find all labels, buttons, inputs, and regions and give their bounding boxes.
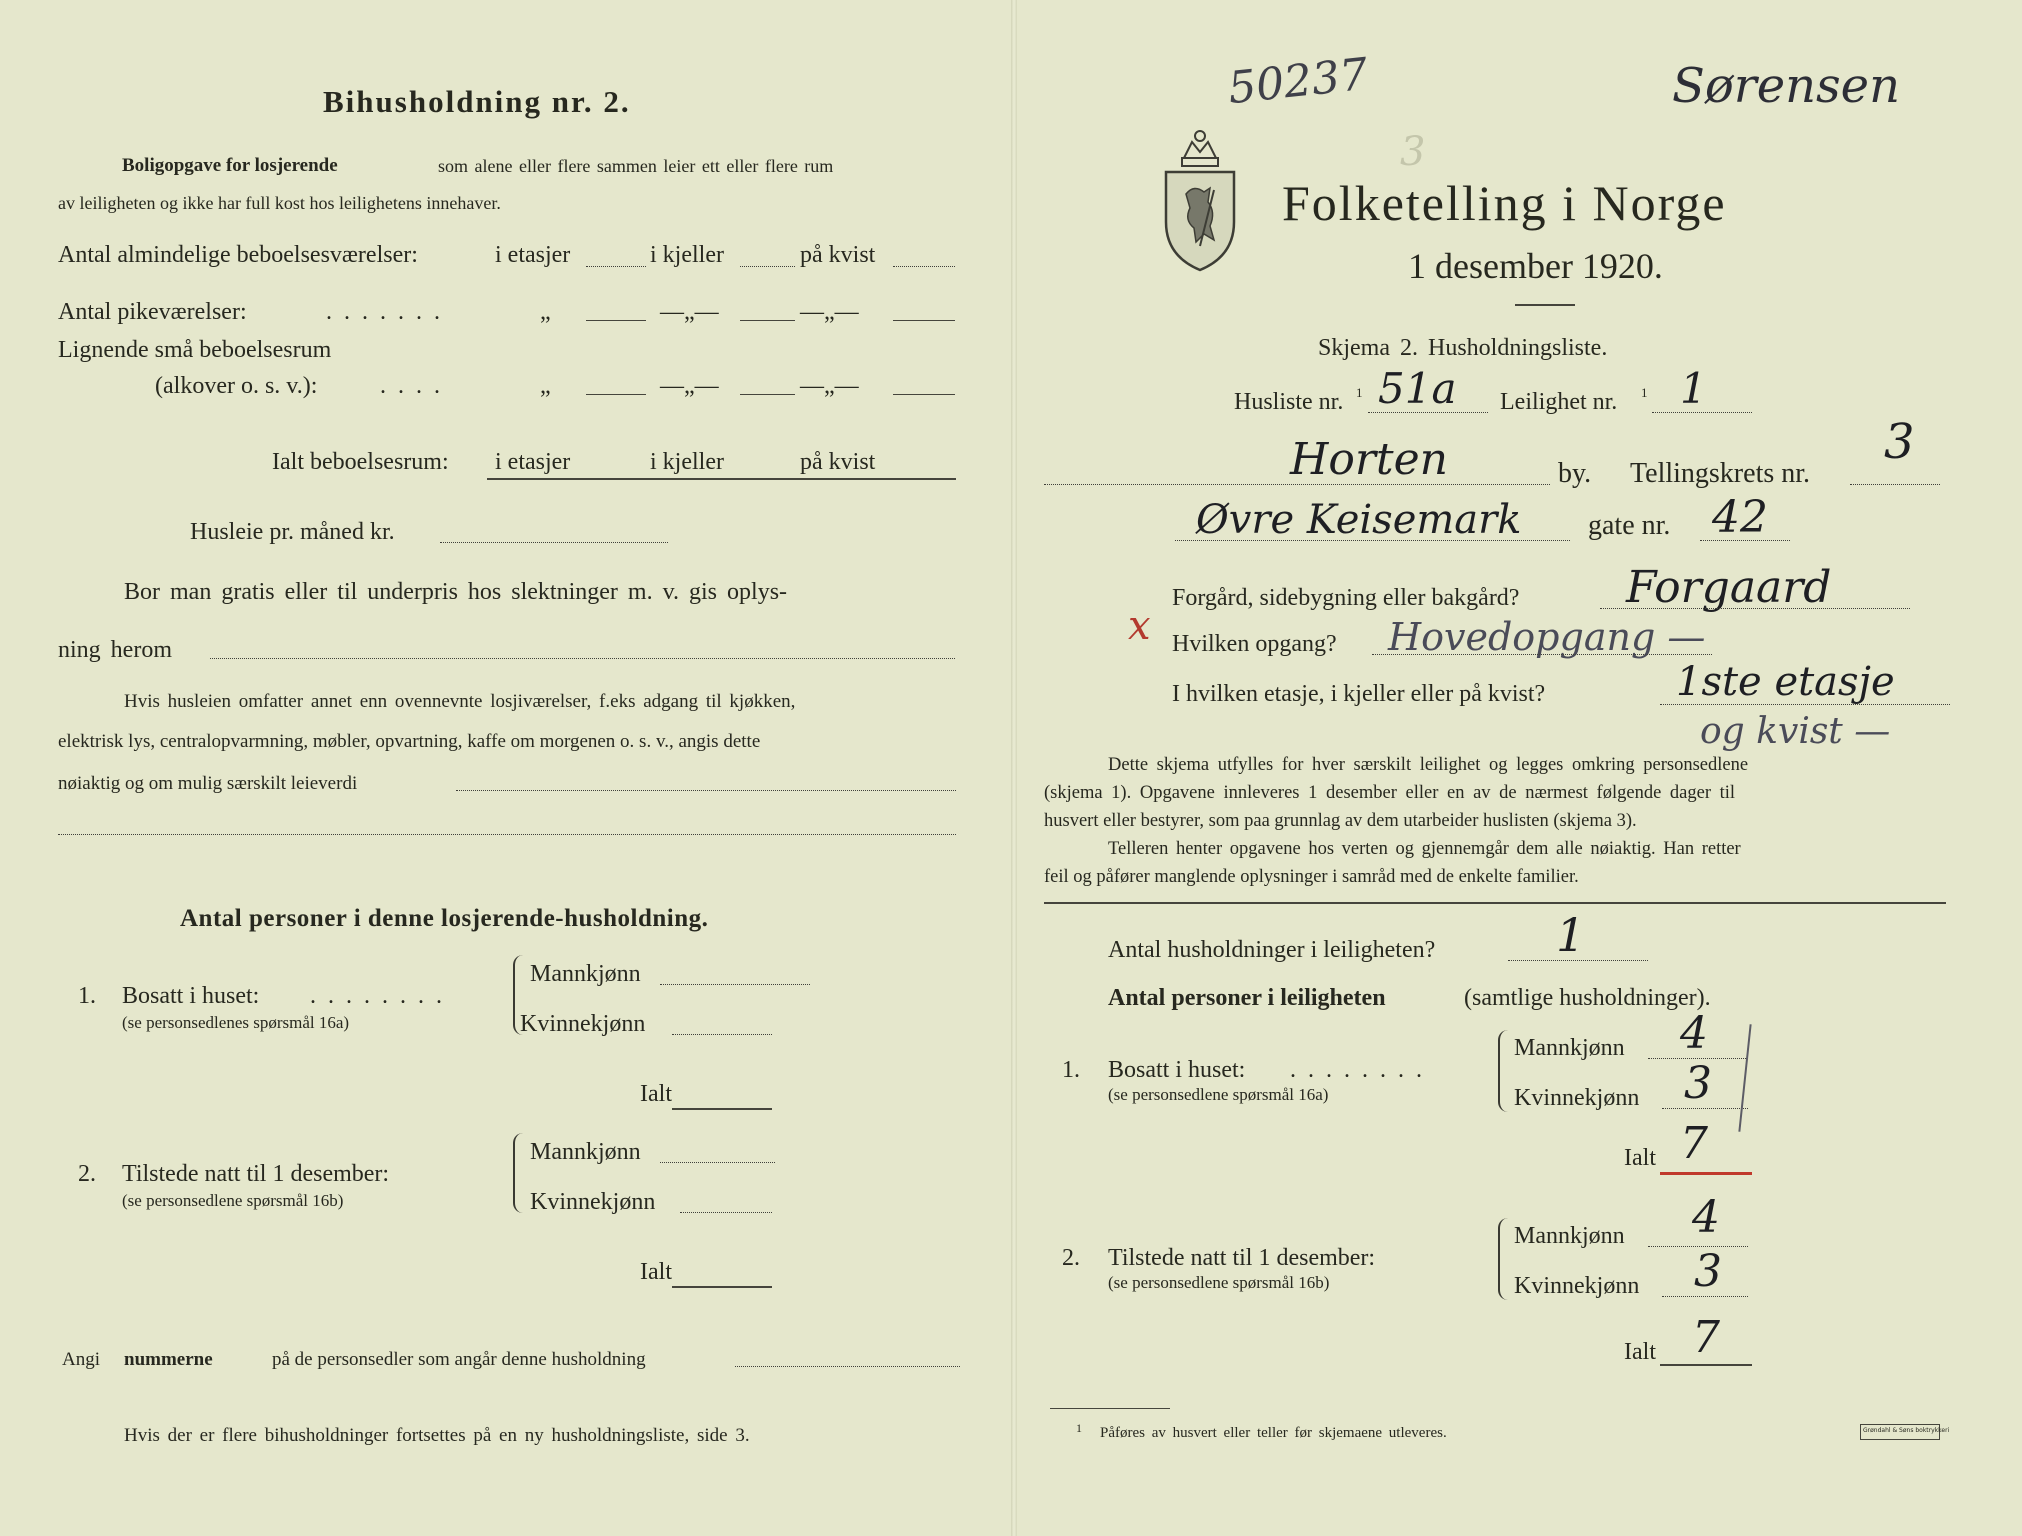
numbers-line xyxy=(735,1366,960,1367)
district-value: 3 xyxy=(1884,414,1915,470)
apartment-footnote-mark: 1 xyxy=(1641,385,1648,400)
street-value: Øvre Keisemark xyxy=(1196,497,1522,543)
left-present-num: 2. xyxy=(78,1161,96,1187)
stamp-number: 50237 xyxy=(1225,48,1371,115)
free-housing-line2: ning herom xyxy=(58,637,172,663)
includes-line2: elektrisk lys, centralopvarmning, møbler, opvartning, kaffe om morgenen o. s. v., angis dette xyxy=(58,731,761,752)
numbers-bold: nummerne xyxy=(124,1349,213,1370)
numbers-pre: Angi xyxy=(62,1349,100,1370)
intro-bold-text: Boligopgave for losjerende xyxy=(122,155,338,176)
printer-mark: Grøndahl & Søns boktrykkeri xyxy=(1860,1424,1940,1440)
maid-rooms-ditto3: —„— xyxy=(800,299,859,325)
right-resident-male-value: 4 xyxy=(1680,1008,1708,1059)
maid-rooms-line2 xyxy=(740,320,795,321)
right-resident-dots: . . . . . . . . xyxy=(1290,1057,1425,1083)
includes-line1: Hvis husleien omfatter annet enn ovennevnte losjiværelser, f.eks adgang til kjøkken, xyxy=(124,691,796,712)
right-resident-female-value: 3 xyxy=(1684,1058,1712,1109)
includes-line-b xyxy=(58,834,956,835)
right-present-num: 2. xyxy=(1062,1245,1080,1271)
persons-heading-paren: (samtlige husholdninger). xyxy=(1464,985,1711,1011)
entrance-label: Hvilken opgang? xyxy=(1172,631,1337,657)
street-line xyxy=(1175,540,1570,541)
footnote-mark: 1 xyxy=(1076,1421,1082,1435)
center-fold xyxy=(1011,0,1017,1536)
entrance-line xyxy=(1372,654,1712,655)
instructions-1-line3: husvert eller bestyrer, som paa grunnlag av dem utarbeider huslisten (skjema 3). xyxy=(1044,811,1637,831)
instructions-1-line2: (skjema 1). Opgavene innleveres 1 desember eller en av de nærmest følgende dager til xyxy=(1044,783,1736,803)
house-list-line xyxy=(1368,412,1488,413)
households-line xyxy=(1508,960,1648,961)
house-list-footnote-mark: 1 xyxy=(1356,385,1363,400)
right-present-male-label: Mannkjønn xyxy=(1514,1223,1625,1249)
right-present-label: Tilstede natt til 1 desember: xyxy=(1108,1245,1376,1271)
schema-label: Skjema 2. Husholdningsliste. xyxy=(1318,335,1608,361)
floor-value-1: 1ste etasje xyxy=(1676,659,1895,705)
building-label: Forgård, sidebygning eller bakgård? xyxy=(1172,585,1520,611)
rooms-attic-line xyxy=(893,266,955,267)
margin-x-mark: x xyxy=(1128,603,1151,649)
left-present-total-line xyxy=(672,1286,772,1288)
left-resident-female-line xyxy=(672,1034,772,1035)
rooms-floors-line xyxy=(586,266,646,267)
instructions-1-line1: Dette skjema utfylles for hver særskilt leilighet og legges omkring personsedlene xyxy=(1108,755,1749,775)
right-resident-label: Bosatt i huset: xyxy=(1108,1057,1246,1083)
similar-rooms-line1 xyxy=(586,394,646,395)
left-resident-dots: . . . . . . . . xyxy=(310,983,445,1009)
form-date: 1 desember 1920. xyxy=(1408,246,1663,286)
left-resident-total-line xyxy=(672,1108,772,1110)
floor-line xyxy=(1660,704,1950,705)
right-present-female-value: 3 xyxy=(1694,1246,1722,1297)
total-floors-label: i etasjer xyxy=(495,449,571,475)
left-page-title: Bihusholdning nr. 2. xyxy=(323,84,631,119)
form-title: Folketelling i Norge xyxy=(1282,175,1727,231)
footnote-rule xyxy=(1050,1408,1170,1409)
left-persons-heading: Antal personer i denne losjerende-husholdning. xyxy=(180,905,709,932)
title-rule xyxy=(1515,304,1575,306)
right-resident-note: (se personsedlene spørsmål 16a) xyxy=(1108,1085,1329,1104)
apartment-label: Leilighet nr. xyxy=(1500,389,1618,415)
rooms-cellar-line xyxy=(740,266,795,267)
building-line xyxy=(1600,608,1910,609)
left-present-male-line xyxy=(660,1162,775,1163)
right-resident-total-line xyxy=(1660,1172,1752,1175)
similar-rooms-line2 xyxy=(740,394,795,395)
right-present-note: (se personsedlene spørsmål 16b) xyxy=(1108,1273,1330,1292)
district-line xyxy=(1850,484,1940,485)
total-rooms-line xyxy=(487,478,956,480)
total-cellar-label: i kjeller xyxy=(650,449,724,475)
intro-text-line1: som alene eller flere sammen leier ett eller flere rum xyxy=(438,156,834,176)
left-present-female-line xyxy=(680,1212,772,1213)
floor-label: I hvilken etasje, i kjeller eller på kvist? xyxy=(1172,681,1546,707)
similar-rooms-label-1: Lignende små beboelsesrum xyxy=(58,337,332,363)
similar-rooms-dots: . . . . xyxy=(380,373,443,399)
left-resident-num: 1. xyxy=(78,983,96,1009)
rooms-cellar-label: i kjeller xyxy=(650,242,724,268)
persons-heading-bold: Antal personer i leiligheten xyxy=(1108,985,1386,1011)
right-present-brace xyxy=(1498,1218,1510,1300)
numbers-post: på de personsedler som angår denne husholdning xyxy=(272,1349,646,1370)
includes-line3: nøiaktig og om mulig særskilt leieverdi xyxy=(58,773,358,794)
right-resident-total-value: 7 xyxy=(1680,1118,1708,1169)
right-present-male-value: 4 xyxy=(1692,1192,1720,1243)
maid-rooms-ditto: „ xyxy=(540,299,551,325)
house-list-label: Husliste nr. xyxy=(1234,389,1344,415)
left-resident-male-label: Mannkjønn xyxy=(530,961,641,987)
right-present-female-line xyxy=(1662,1296,1748,1297)
similar-rooms-label-2: (alkover o. s. v.): xyxy=(155,373,318,399)
rooms-label: Antal almindelige beboelsesværelser: xyxy=(58,242,418,268)
total-rooms-label: Ialt beboelsesrum: xyxy=(272,449,449,475)
apartment-line xyxy=(1652,412,1752,413)
households-label: Antal husholdninger i leiligheten? xyxy=(1108,937,1436,963)
left-present-label: Tilstede natt til 1 desember: xyxy=(122,1161,390,1187)
left-resident-male-line xyxy=(660,984,810,985)
left-footer: Hvis der er flere bihusholdninger fortsettes på en ny husholdningsliste, side 3. xyxy=(124,1425,750,1446)
street-number-line xyxy=(1700,540,1790,541)
maid-rooms-ditto2: —„— xyxy=(660,299,719,325)
rooms-attic-label: på kvist xyxy=(800,242,876,268)
total-attic-label: på kvist xyxy=(800,449,876,475)
left-present-male-label: Mannkjønn xyxy=(530,1139,641,1165)
entrance-value: Hovedopgang — xyxy=(1388,615,1706,659)
similar-rooms-ditto2: —„— xyxy=(660,373,719,399)
house-list-value: 51a xyxy=(1378,364,1457,413)
rent-line xyxy=(440,542,668,543)
right-present-total-line xyxy=(1660,1364,1752,1366)
maid-rooms-line3 xyxy=(893,320,955,321)
left-resident-label: Bosatt i huset: xyxy=(122,983,260,1009)
district-label: Tellingskrets nr. xyxy=(1630,458,1811,489)
free-housing-line xyxy=(210,658,955,659)
rooms-floors-label: i etasjer xyxy=(495,242,571,268)
free-housing-line1: Bor man gratis eller til underpris hos slektninger m. v. gis oplys- xyxy=(124,579,788,605)
instructions-rule xyxy=(1044,902,1946,904)
left-present-brace xyxy=(513,1133,525,1213)
city-value: Horten xyxy=(1290,434,1448,485)
similar-rooms-ditto: „ xyxy=(540,373,551,399)
instructions-2-line1: Telleren henter opgavene hos verten og gjennemgår dem alle nøiaktig. Han retter xyxy=(1108,839,1741,859)
right-resident-male-label: Mannkjønn xyxy=(1514,1035,1625,1061)
street-number: 42 xyxy=(1712,492,1768,543)
tally-mark xyxy=(1738,1024,1751,1132)
intro-text-line2: av leiligheten og ikke har full kost hos leilighetens innehaver. xyxy=(58,193,501,213)
right-resident-brace xyxy=(1498,1030,1510,1112)
coat-of-arms-icon xyxy=(1158,122,1242,274)
right-present-total-label: Ialt xyxy=(1624,1339,1656,1365)
left-present-total-label: Ialt xyxy=(640,1259,672,1285)
faint-number: 3 xyxy=(1400,129,1426,175)
right-resident-female-label: Kvinnekjønn xyxy=(1514,1085,1640,1111)
maid-rooms-dots: . . . . . . . xyxy=(326,299,443,325)
left-present-note: (se personsedlene spørsmål 16b) xyxy=(122,1191,344,1210)
maid-rooms-line1 xyxy=(586,320,646,321)
maid-rooms-label: Antal pikeværelser: xyxy=(58,299,247,325)
city-suffix: by. xyxy=(1558,458,1592,489)
footnote-text: Påføres av husvert eller teller før skjemaene utleveres. xyxy=(1100,1425,1447,1441)
rent-label: Husleie pr. måned kr. xyxy=(190,519,395,545)
building-value: Forgaard xyxy=(1626,562,1832,613)
households-value: 1 xyxy=(1556,908,1586,962)
similar-rooms-ditto3: —„— xyxy=(800,373,859,399)
left-present-female-label: Kvinnekjønn xyxy=(530,1189,656,1215)
floor-value-2: og kvist — xyxy=(1700,711,1891,752)
street-label: gate nr. xyxy=(1588,510,1671,541)
city-line xyxy=(1044,484,1550,485)
left-resident-total-label: Ialt xyxy=(640,1081,672,1107)
right-resident-total-label: Ialt xyxy=(1624,1145,1656,1171)
left-resident-note: (se personsedlenes spørsmål 16a) xyxy=(122,1013,350,1032)
instructions-2-line2: feil og påfører manglende oplysninger i samråd med de enkelte familier. xyxy=(1044,867,1579,887)
right-resident-female-line xyxy=(1662,1108,1748,1109)
apartment-value: 1 xyxy=(1680,364,1707,413)
right-resident-num: 1. xyxy=(1062,1057,1080,1083)
top-name: Sørensen xyxy=(1672,58,1900,114)
right-present-total-value: 7 xyxy=(1692,1312,1720,1363)
includes-line-a xyxy=(456,790,956,791)
similar-rooms-line3 xyxy=(893,394,955,395)
right-present-female-label: Kvinnekjønn xyxy=(1514,1273,1640,1299)
left-resident-female-label: Kvinnekjønn xyxy=(520,1011,646,1037)
